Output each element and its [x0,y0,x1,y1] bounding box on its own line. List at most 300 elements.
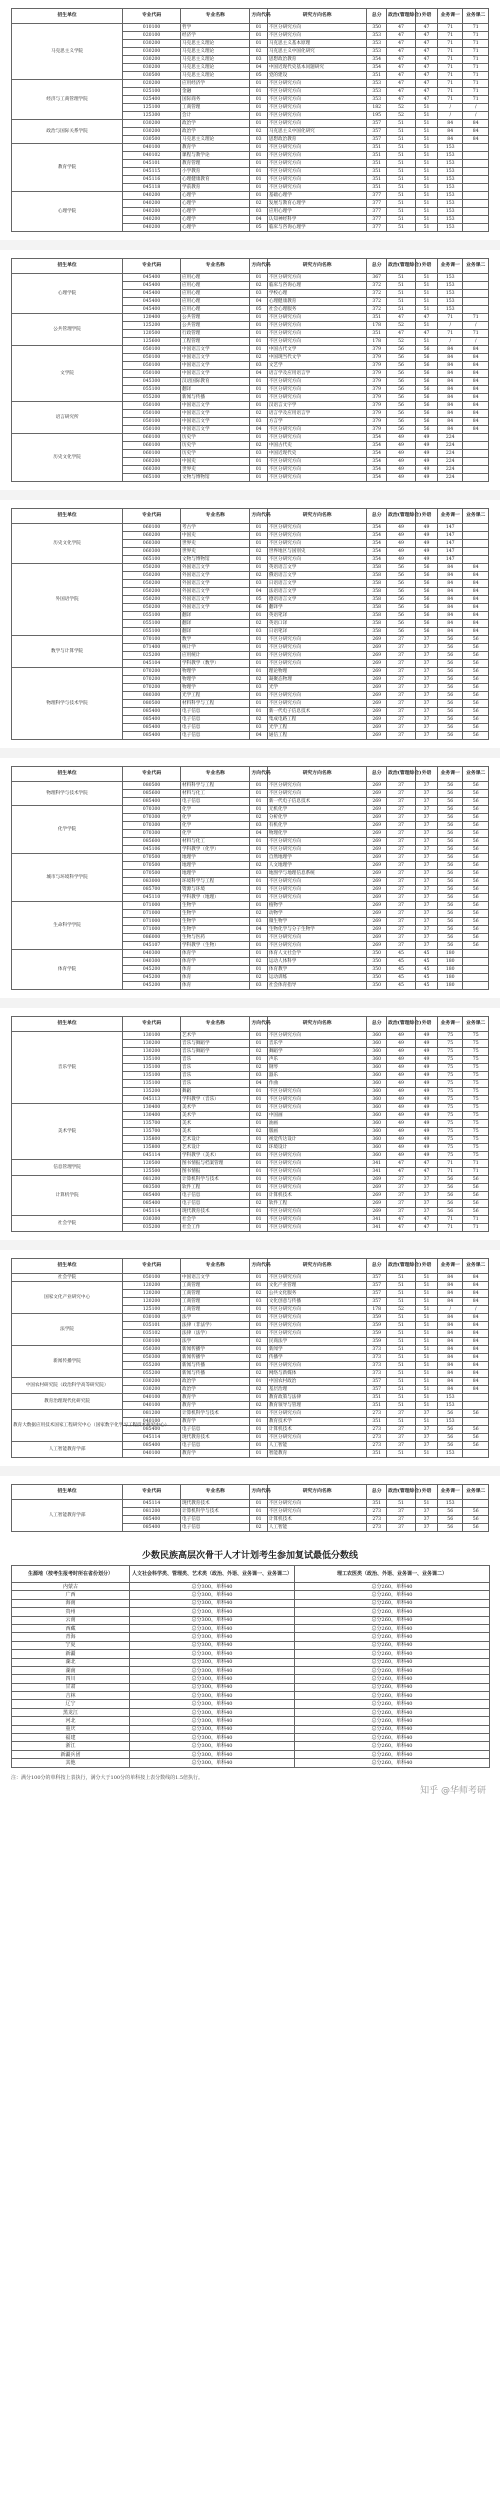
table-cell: 不区分研究方向 [267,458,367,466]
table-cell: 050100 [123,426,181,434]
table-cell: 71 [463,80,489,88]
minority-cell: 总分300，单科40 [130,1759,295,1767]
table-cell: 02 [250,1112,267,1120]
table-cell: 37 [387,652,416,660]
table-cell: 认知神经科学 [267,216,367,224]
table-cell: 56 [437,1426,462,1434]
header-row [12,1259,489,1274]
table-cell: 354 [367,466,387,474]
table-cell: 51 [416,1450,438,1458]
table-cell: 75 [463,1112,489,1120]
table-cell: 体育人文社会学 [267,950,367,958]
column-header: 总分 [367,767,387,782]
table-cell: 081200 [123,1176,181,1184]
table-cell: 中国画 [267,1112,367,1120]
minority-cell: 吉林 [12,1692,130,1700]
table-cell: 02 [250,1386,267,1394]
table-cell: 120200 [123,1282,181,1290]
table-cell: 不区分研究方向 [267,556,367,564]
table-cell: 51 [387,1450,416,1458]
table-cell: 01 [250,798,267,806]
table-cell: 56 [416,426,438,434]
table-cell: 130100 [123,1032,181,1040]
table-cell: 56 [437,732,462,740]
table-cell: 125100 [123,104,181,112]
table-cell: 085400 [123,724,181,732]
table-cell: 不区分研究方向 [267,636,367,644]
table-cell: 05 [250,306,267,314]
table-cell: 085400 [123,1192,181,1200]
column-header: 政治(管理综合) [387,9,416,24]
table-cell: 84 [437,1314,462,1322]
table-cell: 045113 [123,1096,181,1104]
unit-cell: 人工智能教育学部 [12,1500,123,1532]
table-cell: 269 [367,854,387,862]
table-cell: 02 [250,1144,267,1152]
minority-row [12,1599,490,1607]
table-cell: 135100 [123,1072,181,1080]
table-cell: 180 [437,950,462,958]
table-cell: 不区分研究方向 [267,274,367,282]
table-cell: 224 [437,434,462,442]
table-cell: 060100 [123,442,181,450]
table-cell: 音乐 [181,1072,250,1080]
table-cell: 现代教育技术 [181,1208,250,1216]
table-cell: 56 [463,838,489,846]
table-cell: 377 [367,208,387,216]
unit-cell: 教育治理现代化研究院 [12,1394,123,1410]
table-row [12,668,489,676]
table-cell: 世界史 [181,540,250,548]
table-cell: 75 [463,1104,489,1112]
table-cell: 56 [463,878,489,886]
table-cell: 地理学 [181,862,250,870]
table-cell: 47 [416,32,438,40]
table-cell: 不区分研究方向 [267,942,367,950]
table-cell: 84 [437,1290,462,1298]
table-cell: 050100 [123,402,181,410]
table-cell: 055200 [123,1370,181,1378]
table-cell: 84 [463,580,489,588]
table-cell: 51 [416,1362,438,1370]
table-row [12,1378,489,1386]
table-row [12,854,489,862]
table-cell: 125300 [123,112,181,120]
table-cell: 51 [416,1386,438,1394]
minority-cell: 总分300，单科40 [130,1599,295,1607]
table-cell: 不区分研究方向 [267,176,367,184]
table-cell: 01 [250,1088,267,1096]
column-header: 方向代码 [250,767,267,782]
table-cell: 56 [387,362,416,370]
table-cell: 37 [387,1200,416,1208]
table-cell: 354 [367,556,387,564]
table-cell: 84 [463,120,489,128]
table-cell: 51 [387,1362,416,1370]
table-cell: 不区分研究方向 [267,160,367,168]
table-cell: 341 [367,1160,387,1168]
table-cell: 51 [416,184,438,192]
table-cell: 37 [387,902,416,910]
table-cell: 不区分研究方向 [267,1508,367,1516]
table-cell: 49 [416,1072,438,1080]
table-cell: 56 [463,1410,489,1418]
table-cell: 120200 [123,1290,181,1298]
table-cell: 45 [387,982,416,990]
table-cell: 物理化学 [267,830,367,838]
table-cell: 新闻传播学 [181,1346,250,1354]
table-cell: 01 [250,386,267,394]
minority-cell: 总分260，单科40 [295,1591,490,1599]
table-cell: 01 [250,556,267,564]
table-cell: 56 [387,378,416,386]
table-cell: 37 [416,814,438,822]
table-cell: 02 [250,442,267,450]
table-cell: 84 [463,1386,489,1394]
table-cell: 不区分研究方向 [267,32,367,40]
table-cell: 应用统计 [181,652,250,660]
table-cell: 367 [367,274,387,282]
minority-cell: 总分300，单科40 [130,1583,295,1591]
table-cell: 01 [250,886,267,894]
table-row [12,1274,489,1282]
minority-cell: 总分300，单科40 [130,1591,295,1599]
minority-cell: 广西 [12,1591,130,1599]
table-cell: 56 [416,604,438,612]
table-cell: 055200 [123,1362,181,1370]
table-cell: 历史学 [181,450,250,458]
table-cell: 01 [250,660,267,668]
table-cell: 84 [463,1314,489,1322]
minority-cell: 总分260，单科40 [295,1658,490,1666]
table-cell: 中国古代文学 [267,346,367,354]
table-cell: 56 [437,1184,462,1192]
table-cell: 不区分研究方向 [267,700,367,708]
table-cell: 56 [437,1192,462,1200]
table-cell: 马克思主义理论 [181,48,250,56]
table-cell: 37 [416,1410,438,1418]
table-cell: 不区分研究方向 [267,474,367,482]
table-cell: 01 [250,474,267,482]
minority-cell: 总分300，单科40 [130,1708,295,1716]
table-cell: 01 [250,1152,267,1160]
table-row [12,1500,489,1508]
unit-cell: 计算机学院 [12,1176,123,1216]
table-cell [463,152,489,160]
table-cell: 269 [367,716,387,724]
table-cell: 51 [416,144,438,152]
table-cell: 51 [387,1370,416,1378]
table-cell: 01 [250,168,267,176]
table-cell: 01 [250,322,267,330]
table-cell: 153 [437,160,462,168]
table-cell: 公共文化服务 [267,1290,367,1298]
table-cell: 75 [463,1120,489,1128]
table-cell: 56 [387,564,416,572]
table-cell: 物理学 [181,676,250,684]
table-cell [463,556,489,564]
table-cell: 04 [250,588,267,596]
table-cell: 379 [367,386,387,394]
table-cell: 84 [463,1282,489,1290]
table-cell: 269 [367,652,387,660]
table-cell: 055100 [123,386,181,394]
table-cell: 材料与化工 [181,838,250,846]
table-cell: 351 [367,314,387,322]
table-cell: 055100 [123,612,181,620]
table-row [12,1410,489,1418]
table-cell: 新一代电子信息技术 [267,798,367,806]
table-cell: 47 [416,1224,438,1232]
table-cell: 47 [387,1216,416,1224]
table-cell: 教育学 [181,1394,250,1402]
table-cell: 思想政治教育 [267,56,367,64]
table-cell: 350 [367,982,387,990]
table-cell: 文物与博物馆 [181,474,250,482]
table-cell: 377 [367,200,387,208]
table-cell: 360 [367,1136,387,1144]
table-cell: 75 [463,1136,489,1144]
table-cell: 373 [367,1354,387,1362]
table-cell: 086000 [123,934,181,942]
table-cell: 071400 [123,644,181,652]
table-cell: 56 [437,830,462,838]
table-cell: 49 [387,1144,416,1152]
table-cell [463,958,489,966]
table-cell: 153 [437,274,462,282]
table-cell: 354 [367,56,387,64]
minority-cell: 黑龙江 [12,1708,130,1716]
table-cell: 224 [437,474,462,482]
minority-row [12,1641,490,1649]
table-cell: 56 [437,910,462,918]
table-cell [463,458,489,466]
table-cell: 美术学 [181,1112,250,1120]
table-cell: 56 [387,402,416,410]
table-cell: 37 [416,830,438,838]
table-cell: 56 [437,1524,462,1532]
table-row [12,80,489,88]
table-cell: 040100 [123,1450,181,1458]
table-cell: 84 [437,354,462,362]
table-cell: 人工智能 [267,1524,367,1532]
minority-row [12,1666,490,1674]
table-cell: 51 [416,1290,438,1298]
table-cell: 01 [250,806,267,814]
table-cell: 环境科学与工程 [181,878,250,886]
table-cell: 358 [367,572,387,580]
table-cell: 379 [367,426,387,434]
table-cell: 37 [416,926,438,934]
minority-cell: 内蒙古 [12,1583,130,1591]
table-cell: 37 [416,806,438,814]
table-cell: 世界史 [181,548,250,556]
table-cell: 电子信息 [181,708,250,716]
table-cell: 中国语言文学 [181,362,250,370]
table-cell: 147 [437,524,462,532]
table-cell [463,982,489,990]
table-cell: 360 [367,1144,387,1152]
table-cell: 083500 [123,1184,181,1192]
table-cell: 353 [367,40,387,48]
section-divider [0,748,500,758]
table-row [12,434,489,442]
table-cell: 37 [387,716,416,724]
minority-cell: 湖南 [12,1666,130,1674]
minority-row [12,1608,490,1616]
table-cell: 经济学 [181,32,250,40]
table-cell: 56 [463,1524,489,1532]
table-cell: 37 [416,798,438,806]
table-cell: 020100 [123,32,181,40]
table-cell: 51 [387,274,416,282]
table-cell: 045107 [123,942,181,950]
table-cell: 84 [437,1362,462,1370]
table-cell: 不区分研究方向 [267,886,367,894]
table-cell: 351 [367,176,387,184]
table-cell: 不区分研究方向 [267,1104,367,1112]
table-cell: 政治学 [181,128,250,136]
table-cell: 372 [367,290,387,298]
table-cell: 354 [367,434,387,442]
table-cell: 01 [250,274,267,282]
table-cell: 71 [463,314,489,322]
table-cell: 计算机科学与技术 [181,1508,250,1516]
table-cell: 不区分研究方向 [267,144,367,152]
table-cell: / [463,104,489,112]
table-cell: 物理学 [181,684,250,692]
table-cell: 84 [463,370,489,378]
table-cell: 04 [250,426,267,434]
minority-cell: 总分300，单科40 [130,1700,295,1708]
unit-cell: 体育学院 [12,950,123,990]
table-cell: / [437,1306,462,1314]
table-cell: 56 [463,684,489,692]
table-cell: 02 [250,572,267,580]
table-cell: 钢琴 [267,1064,367,1072]
table-cell: 357 [367,128,387,136]
table-cell: 351 [367,1394,387,1402]
table-cell: 360 [367,1088,387,1096]
table-cell: 341 [367,1168,387,1176]
table-cell: 02 [250,620,267,628]
table-cell: 71 [437,48,462,56]
table-cell: 马克思主义理论 [181,136,250,144]
column-header: 专业名称 [181,509,250,524]
table-cell: 49 [387,1136,416,1144]
table-cell: 020200 [123,80,181,88]
table-cell: 030200 [123,120,181,128]
table-cell: 公共管理 [181,314,250,322]
table-cell: 不区分研究方向 [267,1184,367,1192]
table-cell: 37 [387,1410,416,1418]
table-cell: 354 [367,458,387,466]
minority-cell: 总分300，单科40 [130,1692,295,1700]
table-cell: 085400 [123,708,181,716]
table-cell: 49 [387,1032,416,1040]
table-cell: 085400 [123,1524,181,1532]
minority-cell: 总分300，单科40 [130,1666,295,1674]
table-cell: 舞蹈学 [267,1048,367,1056]
table-cell: 84 [437,1378,462,1386]
table-cell: 56 [437,700,462,708]
table-cell: 集成电路工程 [267,716,367,724]
minority-cell: 总分260，单科40 [295,1675,490,1683]
table-cell: 51 [416,200,438,208]
table-cell: 37 [387,1442,416,1450]
section-divider [0,240,500,250]
table-cell: 社会学 [181,1216,250,1224]
table-cell: 47 [387,56,416,64]
table-cell: 56 [387,418,416,426]
table-cell: 51 [387,120,416,128]
table-cell: 01 [250,1306,267,1314]
table-cell: 37 [387,708,416,716]
table-cell: 02 [250,48,267,56]
column-header: 专业代码 [123,259,181,274]
table-cell: 01 [250,942,267,950]
table-cell: 56 [463,676,489,684]
column-header: 研究方向名称 [267,767,367,782]
column-header: 总分 [367,9,387,24]
table-cell [463,1418,489,1426]
table-cell: 37 [387,676,416,684]
table-cell: 01 [250,378,267,386]
table-cell: 51 [416,1500,438,1508]
table-cell: 377 [367,192,387,200]
table-cell: 发展与教育心理学 [267,200,367,208]
table-cell: 84 [463,1362,489,1370]
table-cell: 37 [387,660,416,668]
table-cell: 010100 [123,24,181,32]
table-cell: 47 [416,64,438,72]
table-cell: 75 [437,1072,462,1080]
table-cell: 84 [437,588,462,596]
table-cell: 47 [416,24,438,32]
table-cell: 日语笔译 [267,628,367,636]
table-cell: 01 [250,540,267,548]
table-cell: / [437,338,462,346]
table-cell: 56 [437,1508,462,1516]
table-cell: 37 [387,814,416,822]
table-cell: 不区分研究方向 [267,1306,367,1314]
table-cell: 56 [463,1426,489,1434]
minority-row [12,1633,490,1641]
column-header: 业务课二 [463,259,489,274]
table-cell: 56 [463,886,489,894]
table-cell: 84 [463,410,489,418]
table-cell: 085400 [123,1516,181,1524]
table-cell: 智能教育 [267,1450,367,1458]
table-cell: 050100 [123,354,181,362]
table-cell: 02 [250,1128,267,1136]
table-cell: 379 [367,346,387,354]
table-cell: 49 [387,540,416,548]
table-cell: 56 [437,660,462,668]
table-cell: 135100 [123,1064,181,1072]
column-header: 方向代码 [250,1017,267,1032]
table-cell: 教育领导与管理 [267,1402,367,1410]
table-cell: 环境设计 [267,1144,367,1152]
table-cell: 153 [437,208,462,216]
table-cell: 56 [416,362,438,370]
table-cell: 49 [416,532,438,540]
table-cell: 84 [437,1274,462,1282]
table-cell: 273 [367,1508,387,1516]
score-table [11,8,489,232]
table-cell: 180 [437,974,462,982]
table-cell: 75 [463,1056,489,1064]
